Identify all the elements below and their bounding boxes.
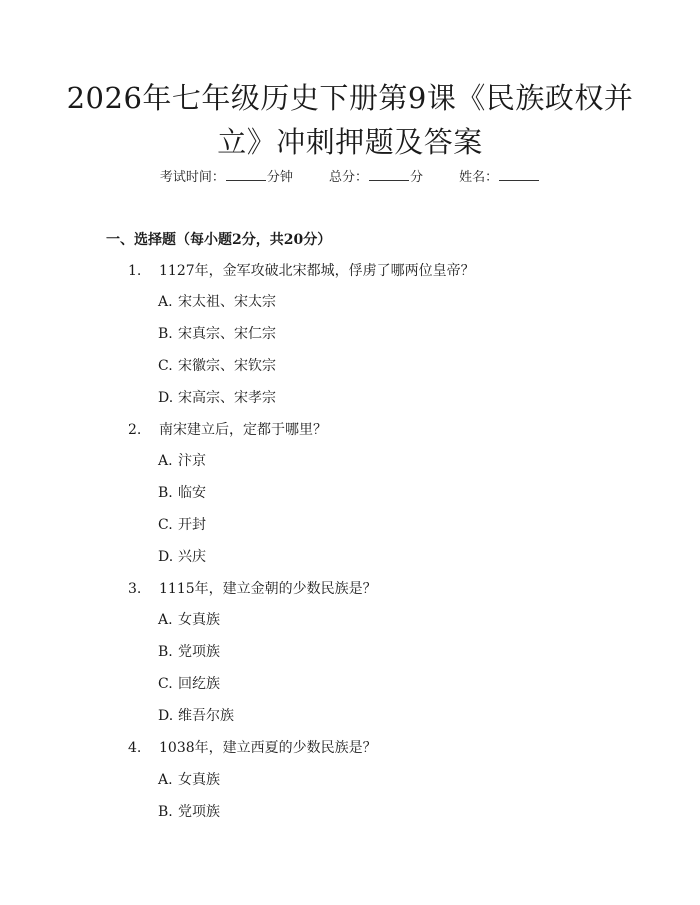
option-label: A. — [158, 772, 173, 788]
option-text: 维吾尔族 — [178, 708, 234, 724]
question-item — [128, 738, 377, 758]
total-score-unit: 分 — [410, 170, 424, 185]
student-name-label: 姓名： — [459, 170, 499, 185]
question-text: 1115年，建立金朝的少数民族是？ — [159, 581, 377, 597]
option-label: D. — [158, 549, 174, 565]
total-score-blank — [369, 168, 409, 181]
exam-time-field — [160, 168, 293, 187]
option-item — [158, 451, 206, 471]
option-text: 宋徽宗、宋钦宗 — [178, 358, 276, 374]
option-text: 女真族 — [178, 612, 220, 628]
exam-time-blank — [226, 168, 266, 181]
question-text: 南宋建立后，定都于哪里？ — [159, 422, 327, 438]
option-text: 女真族 — [178, 772, 220, 788]
option-text: 宋真宗、宋仁宗 — [178, 326, 276, 342]
option-text: 回纥族 — [178, 676, 220, 692]
option-label: B. — [158, 644, 173, 660]
total-score-label: 总分： — [328, 170, 368, 185]
section-heading-choice: 一、选择题（每小题2分，共20分） — [106, 232, 332, 248]
option-label: D. — [158, 708, 174, 724]
exam-time-unit: 分钟 — [266, 170, 293, 185]
option-text: 宋高宗、宋孝宗 — [178, 390, 276, 406]
option-label: B. — [158, 485, 173, 501]
question-number: 1. — [128, 263, 142, 279]
question-text: 1127年，金军攻破北宋都城，俘虏了哪两位皇帝？ — [159, 263, 475, 279]
option-item — [158, 547, 206, 567]
option-label: B. — [158, 326, 173, 342]
question-number: 4. — [128, 740, 142, 756]
option-item — [158, 324, 276, 344]
option-item — [158, 802, 220, 822]
option-label: C. — [158, 517, 173, 533]
option-item — [158, 356, 276, 376]
option-label: C. — [158, 358, 173, 374]
option-label: A. — [158, 453, 173, 469]
option-item — [158, 770, 220, 790]
option-label: A. — [158, 612, 173, 628]
question-text: 1038年，建立西夏的少数民族是？ — [159, 740, 377, 756]
question-item — [128, 579, 377, 599]
question-item — [128, 420, 327, 440]
option-text: 临安 — [178, 485, 206, 501]
option-text: 党项族 — [178, 644, 220, 660]
option-item — [158, 388, 276, 408]
option-item — [158, 642, 220, 662]
option-item — [158, 706, 234, 726]
student-name-field — [459, 168, 540, 187]
question-item — [128, 261, 475, 281]
option-item — [158, 674, 220, 694]
option-item — [158, 610, 220, 630]
option-label: B. — [158, 804, 173, 820]
question-number: 3. — [128, 581, 142, 597]
option-label: C. — [158, 676, 173, 692]
option-text: 兴庆 — [178, 549, 206, 565]
option-text: 宋太祖、宋太宗 — [178, 294, 276, 310]
option-label: A. — [158, 294, 173, 310]
option-item — [158, 515, 206, 535]
option-text: 汴京 — [178, 453, 206, 469]
student-name-blank — [499, 168, 539, 181]
question-number: 2. — [128, 422, 142, 438]
option-text: 开封 — [178, 517, 206, 533]
option-text: 党项族 — [178, 804, 220, 820]
option-item — [158, 483, 206, 503]
exam-time-label: 考试时间： — [159, 170, 225, 185]
option-item — [158, 292, 276, 312]
option-label: D. — [158, 390, 174, 406]
exam-meta-info — [0, 168, 700, 187]
title-line-2: 立》冲刺押题及答案 — [217, 125, 483, 159]
page-title — [60, 76, 640, 164]
title-line-1: 2026年七年级历史下册第9课《民族政权并 — [66, 81, 634, 115]
total-score-field — [329, 168, 423, 187]
